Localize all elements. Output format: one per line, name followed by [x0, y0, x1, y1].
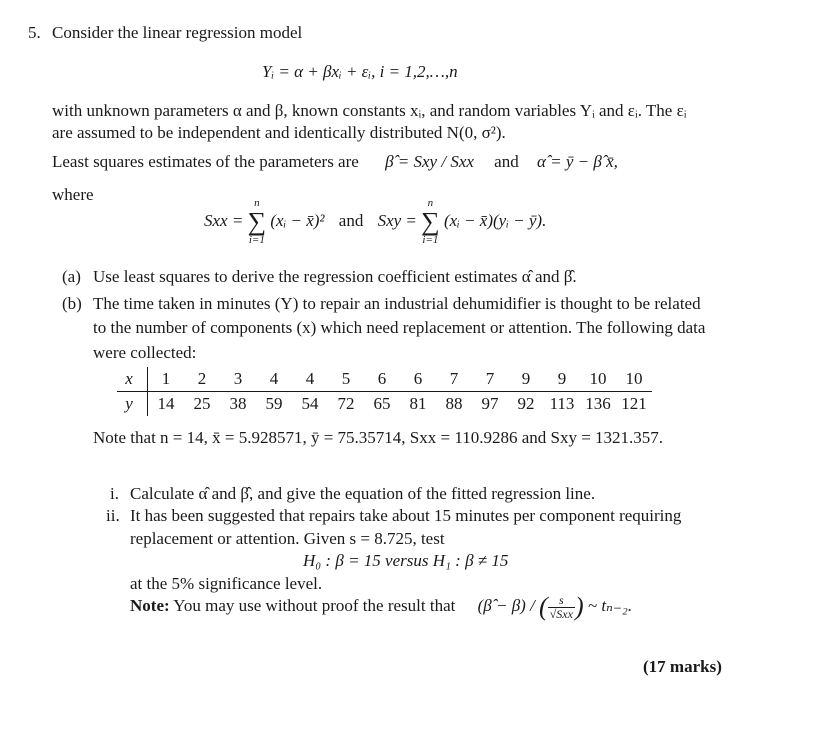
sub-ii-line-1: It has been suggested that repairs take about 15 minutes per component requiring	[130, 506, 682, 525]
x-label: x	[117, 367, 148, 392]
least-squares-text: Least squares estimates of the parameters are	[52, 152, 359, 171]
table-cell-x: 6	[400, 367, 436, 392]
least-squares-and: and	[494, 152, 519, 171]
model-equation: Yᵢ = α + βxᵢ + εᵢ, i = 1,2,…,n	[262, 62, 458, 81]
table-cell-x: 10	[580, 367, 616, 392]
sum-symbol: n ∑ i=1	[247, 197, 267, 246]
table-cell-y: 113	[549, 394, 575, 414]
table-cell-y: 54	[301, 394, 319, 414]
question-number: 5.	[28, 23, 41, 42]
beta-hat-formula: β̂ = Sxy / Sxx	[385, 152, 474, 171]
part-b-line-3: were collected:	[93, 343, 197, 362]
table-cell-y: 136	[585, 394, 611, 414]
sxy-body: (xᵢ − x̄)(yᵢ − ȳ).	[443, 210, 547, 230]
sub-i-text: Calculate α̂ and β̂, and give the equation of the fitted regression line.	[130, 484, 596, 503]
part-b-label: (b)	[62, 294, 82, 313]
part-b-line-2: to the number of components (x) which need replacement or attention. The following data	[93, 318, 706, 337]
sxx-body: (xᵢ − x̄)²	[270, 210, 325, 230]
sxx-lhs: Sxx =	[204, 210, 244, 230]
definitions-and: and	[338, 210, 364, 230]
table-cell-y: 38	[229, 394, 247, 414]
least-squares-line	[52, 151, 618, 172]
definitions-block	[204, 198, 546, 246]
table-cell-y: 92	[517, 394, 535, 414]
standard-error-fraction: $\frac{s}{\text{√Sxx}}$	[549, 592, 573, 621]
sub-ii-label: ii.	[106, 506, 120, 525]
sub-ii-note-line	[130, 591, 632, 624]
table-row-y	[117, 392, 652, 417]
table-cell-x: 9	[544, 367, 580, 392]
where-label: where	[52, 185, 94, 204]
table-cell-x: 4	[292, 367, 328, 392]
table-cell-y: 81	[409, 394, 427, 414]
table-cell-y: 72	[337, 394, 355, 414]
part-b-line-1: The time taken in minutes (Y) to repair an industrial dehumidifier is thought to be related	[93, 294, 701, 313]
sub-i-label: i.	[110, 484, 119, 503]
sub-ii-line-2: replacement or attention. Given s = 8.725, test	[130, 529, 445, 548]
y-label: y	[117, 392, 148, 417]
table-cell-y: 25	[193, 394, 211, 414]
sum-symbol: n ∑ i=1	[421, 197, 440, 246]
table-cell-y: 14	[157, 394, 175, 414]
table-cell-x: 5	[328, 367, 364, 392]
note-text: You may use without proof the result that	[173, 596, 456, 616]
note-label: Note:	[130, 596, 170, 616]
marks-label: (17 marks)	[643, 657, 722, 676]
sxy-lhs: Sxy =	[377, 210, 417, 230]
table-cell-y: 59	[265, 394, 283, 414]
table-cell-x: 1	[148, 367, 185, 392]
part-a-text: Use least squares to derive the regression coefficient estimates α̂ and β̂.	[93, 267, 577, 286]
table-cell-y: 121	[621, 394, 647, 414]
table-cell-y: 97	[481, 394, 499, 414]
test-statistic-formula: (β̂ − β) / ( $\frac{s}{\text{√Sxx}}$ ) ~ tₙ₋₂.	[477, 592, 633, 621]
table-cell-x: 7	[472, 367, 508, 392]
paragraph-line-2: are assumed to be independent and identically distributed N(0, σ²).	[52, 123, 506, 142]
paragraph-line-1: with unknown parameters α and β, known constants xᵢ, and random variables Yᵢ and εᵢ. The εᵢ	[52, 101, 687, 120]
sub-ii-line-3: at the 5% significance level.	[130, 574, 323, 593]
table-cell-x: 4	[256, 367, 292, 392]
hypothesis: H₀ : β = 15 versus H₁ : β ≠ 15	[303, 551, 509, 570]
table-cell-x: 2	[184, 367, 220, 392]
table-cell-x: 9	[508, 367, 544, 392]
question-intro: Consider the linear regression model	[52, 23, 303, 42]
table-cell-y: 65	[373, 394, 391, 414]
part-a-label: (a)	[62, 267, 81, 286]
note-summary: Note that n = 14, x̄ = 5.928571, ȳ = 75.35714, Sxx = 110.9286 and Sxy = 1321.357.	[93, 428, 664, 447]
data-table	[117, 367, 652, 416]
table-cell-x: 7	[436, 367, 472, 392]
table-row-x	[117, 367, 652, 392]
table-cell-x: 10	[616, 367, 652, 392]
table-cell-x: 3	[220, 367, 256, 392]
alpha-hat-formula: α̂ = ȳ − β̂ x̄,	[536, 152, 618, 171]
table-cell-x: 6	[364, 367, 400, 392]
table-cell-y: 88	[445, 394, 463, 414]
